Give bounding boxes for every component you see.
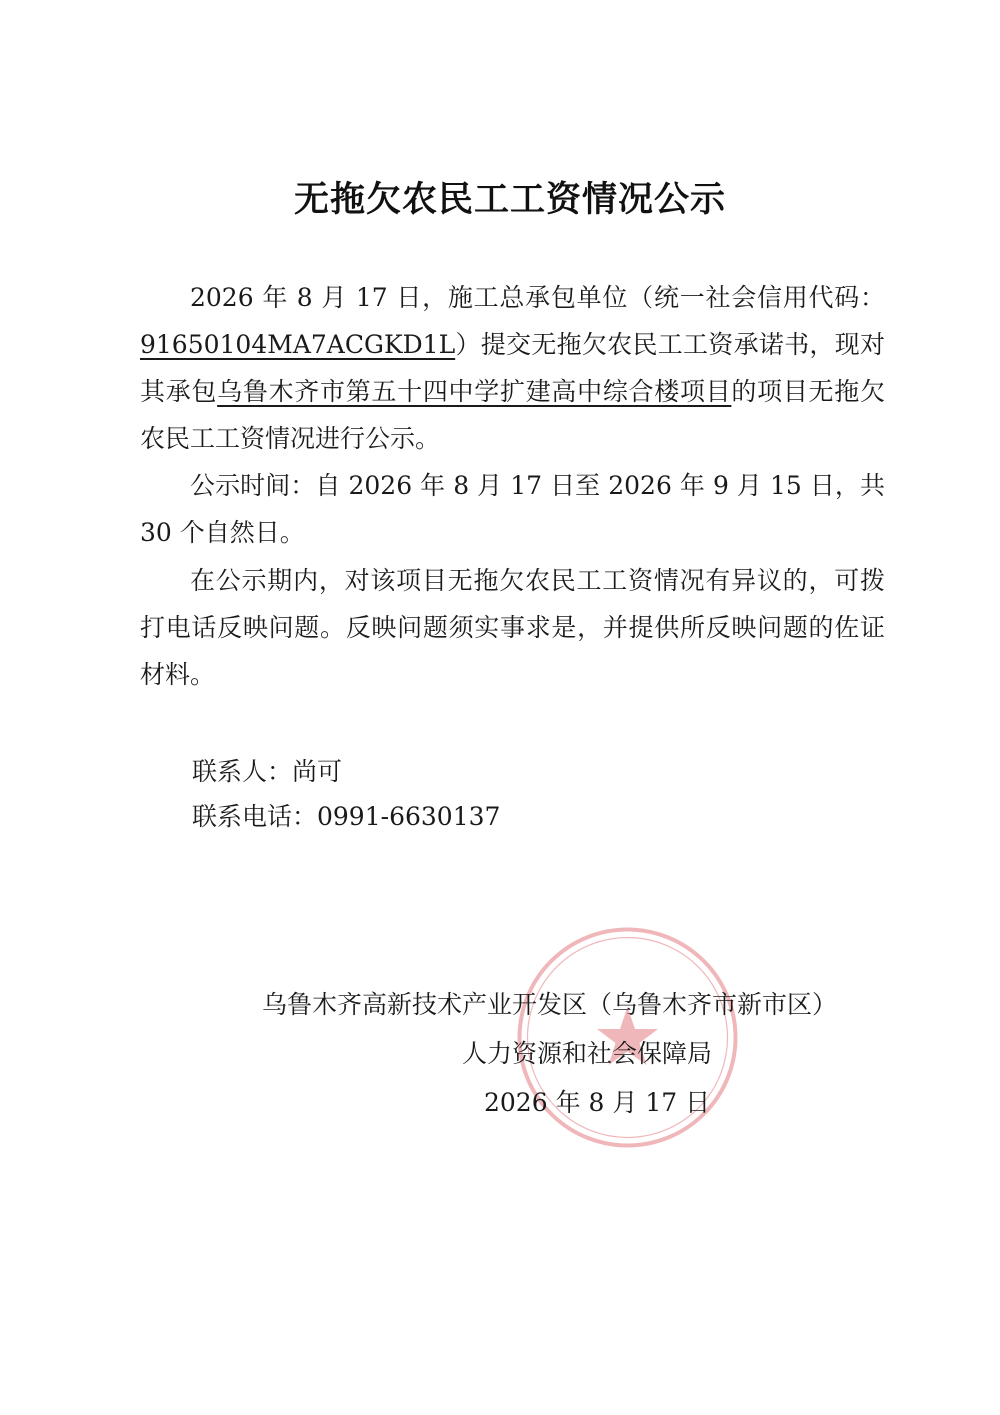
credit-code: 91650104MA7ACGKD1L	[140, 330, 456, 359]
document-title: 无拖欠农民工工资情况公示	[293, 180, 726, 220]
project-name: 乌鲁木齐市第五十四中学扩建高中综合楼项目	[217, 377, 732, 406]
paragraph-announcement	[140, 274, 885, 462]
paragraph1-part2: ）提交无拖欠农民工工资承诺书，现对其承包	[140, 330, 885, 406]
issuer-line-1: 乌鲁木齐高新技术产业开发区（乌鲁木齐市新市区）	[262, 990, 838, 1019]
issue-date: 2026 年 8 月 17 日	[484, 1088, 711, 1117]
paragraph-period: 公示时间：自 2026 年 8 月 17 日至 2026 年 9 月 15 日，共 30 个自然日。	[140, 471, 885, 547]
paragraph1-part1: 2026 年 8 月 17 日，施工总承包单位（统一社会信用代码：	[190, 283, 885, 312]
contact-person: 联系人：尚可	[192, 757, 343, 786]
contact-phone: 联系电话：0991-6630137	[192, 802, 501, 831]
issuer-line-2: 人力资源和社会保障局	[462, 1039, 713, 1068]
paragraph1-part3: 的项目无拖欠农民工工资情况进行公示。	[140, 377, 885, 453]
paragraph-objection: 在公示期内，对该项目无拖欠农民工工资情况有异议的，可拨打电话反映问题。反映问题须实事求是，并提供所反映问题的佐证材料。	[140, 566, 885, 689]
